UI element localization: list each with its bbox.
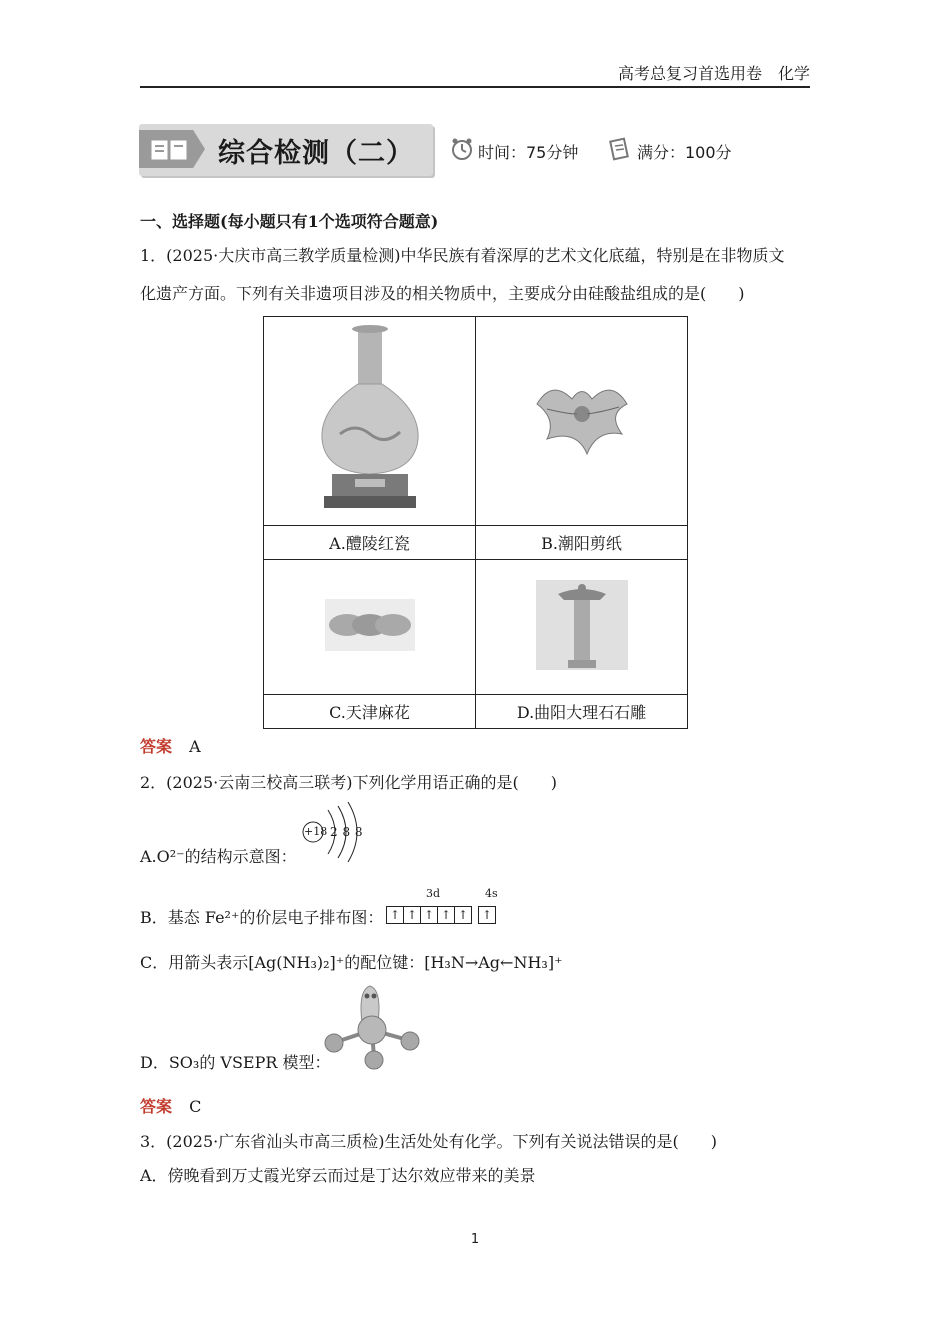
- orbital-box: ↑: [438, 906, 455, 924]
- marble-pillar-image: [536, 580, 628, 670]
- page-title: 综合检测（二）: [218, 138, 414, 169]
- orbital-diagram: [386, 904, 496, 922]
- q2-option-d: D．SO₃的 VSEPR 模型：: [140, 1053, 331, 1072]
- q1-answer: [140, 739, 201, 755]
- q3-option-a: A．傍晚看到万丈霞光穿云而过是丁达尔效应带来的美景: [140, 1166, 536, 1185]
- orbital-box: ↑: [455, 906, 472, 924]
- time-label: 时间：75分钟: [478, 143, 579, 162]
- score-label: 满分：100分: [637, 143, 732, 162]
- answer-label: 答案: [140, 737, 173, 756]
- fried-dough-twist-image: [325, 595, 415, 655]
- answer-value: C: [189, 1097, 202, 1116]
- q2-option-c: C．用箭头表示[Ag(NH₃)₂]⁺的配位键：[H₃N→Ag←NH₃]⁺: [140, 953, 563, 972]
- page-number: 1: [470, 1232, 480, 1247]
- mahua-image-cell: [264, 560, 476, 695]
- answer-label: 答案: [140, 1097, 173, 1116]
- option-b-caption: B.潮阳剪纸: [476, 526, 688, 560]
- orbital-label-3d: 3d: [426, 887, 441, 900]
- q3-stem: 3．(2025·广东省汕头市高三质检)生活处处有化学。下列有关说法错误的是( ): [140, 1132, 717, 1151]
- vsepr-model-diagram: [318, 982, 428, 1074]
- porcelain-vase-image: [310, 324, 430, 514]
- q1-stem-line2: 化遗产方面。下列有关非遗项目涉及的相关物质中，主要成分由硅酸盐组成的是( ): [140, 284, 745, 303]
- q1-stem-line1: 1．(2025·大庆市高三教学质量检测)中华民族有着深厚的艺术文化底蕴，特别是在非物质文: [140, 246, 785, 265]
- header-rule: [140, 86, 810, 88]
- q2-option-b: B．基态 Fe²⁺的价层电子排布图：: [140, 908, 384, 927]
- orbital-box: ↑: [404, 906, 421, 924]
- q2-option-a: A.O²⁻的结构示意图：: [140, 847, 297, 866]
- option-c-caption: C.天津麻花: [264, 695, 476, 729]
- q1-options-table: [263, 316, 688, 729]
- book-icon: [150, 138, 190, 162]
- nucleus-charge-label: +18: [304, 825, 328, 838]
- orbital-box: ↑: [478, 906, 496, 924]
- electron-shells-label: 2 8 8: [330, 825, 363, 839]
- section-title: 一、选择题(每小题只有1个选项符合题意): [140, 212, 439, 231]
- orbital-box: ↑: [386, 906, 404, 924]
- orbital-box: ↑: [421, 906, 438, 924]
- option-d-caption: D.曲阳大理石石雕: [476, 695, 688, 729]
- q2-answer: [140, 1099, 201, 1115]
- orbital-label-4s: 4s: [485, 887, 498, 900]
- answer-value: A: [189, 737, 201, 756]
- papercut-image-cell: [476, 317, 688, 526]
- carving-image-cell: [476, 560, 688, 695]
- q2-stem: 2．(2025·云南三校高三联考)下列化学用语正确的是( ): [140, 773, 557, 792]
- clock-icon: [450, 137, 474, 161]
- running-header: 高考总复习首选用卷 化学: [617, 64, 810, 83]
- option-a-caption: A.醴陵红瓷: [264, 526, 476, 560]
- paper-cutting-image: [527, 374, 637, 464]
- vase-image-cell: [264, 317, 476, 526]
- score-sheet-icon: [608, 137, 632, 161]
